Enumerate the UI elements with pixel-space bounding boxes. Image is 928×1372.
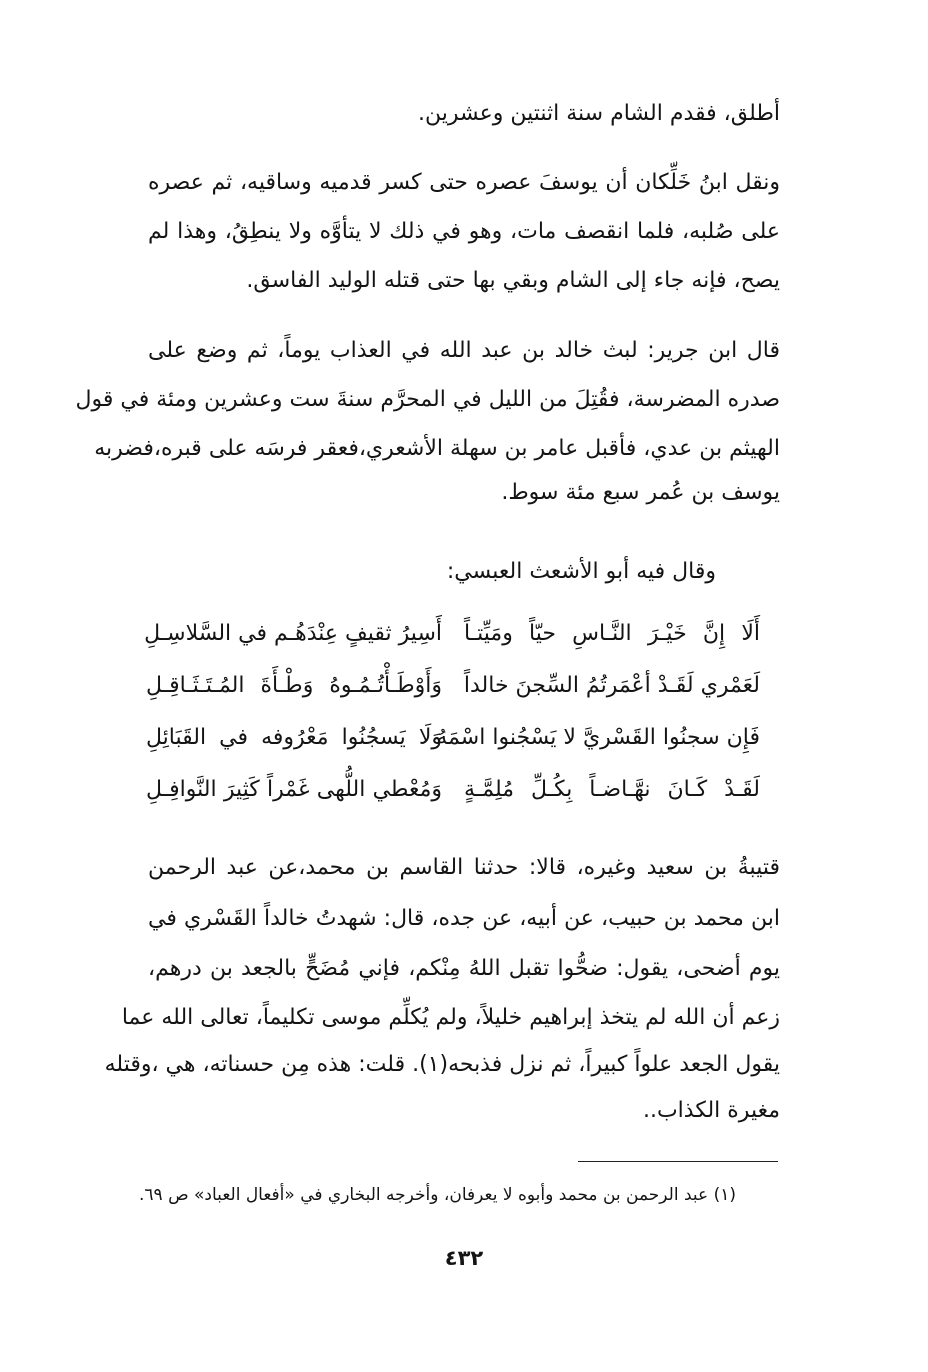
footnote: (١) عبد الرحمن بن محمد وأبوه لا يعرفان، وأخرجه البخاري في «أفعال العباد» ص ٦٩. (139, 1185, 736, 1205)
verse-first-hemistich: لَقَـدْ كَـانَ نهَّـاضـاً بِكُـلِّ مُلِمَّـةٍ (464, 777, 760, 802)
paragraph-line: يصح، فإنه جاء إلى الشام وبقي بها حتى قتله الوليد الفاسق. (246, 268, 780, 293)
paragraph-line: مغيرة الكذاب.. (642, 1098, 780, 1123)
paragraph-line: قتيبةُ بن سعيد وغيره، قالا: حدثنا القاسم بن محمد،عن عبد الرحمن (148, 855, 780, 880)
paragraph-line: صدره المضرسة، فقُتِلَ من الليل في المحرَّم سنةَ ست وعشرين ومئة في قول (75, 387, 780, 412)
page-number: ٤٣٢ (444, 1246, 484, 1270)
verse-first-hemistich: فَإِن سجنُوا القَسْريَّ لا يَسْجُنوا اسْمَهُ (436, 725, 760, 750)
paragraph-line: على صُلبه، فلما انقصف مات، وهو في ذلك لا يتأوَّه ولا ينطِقُ، وهذا لم (148, 219, 780, 244)
paragraph-line: أطلق، فقدم الشام سنة اثنتين وعشرين. (417, 101, 780, 126)
paragraph-line: ابن محمد بن حبيب، عن أبيه، عن جده، قال: شهدتُ خالداً القَسْري في (148, 906, 780, 931)
verse-second-hemistich: وَلَا يَسجُنُوا مَعْرُوفه في القَبَائِلِ (146, 725, 442, 750)
verse-second-hemistich: أَسِيرُ ثقيفٍ عِنْدَهُـم في السَّلاسِـلِ (144, 621, 442, 646)
verse-first-hemistich: أَلَا إِنَّ خَيْـرَ النَّـاسِ حيّاً ومَيِّتـاً (464, 621, 760, 646)
verse-second-hemistich: وَأَوْطَـأْتُـمُـوهُ وَطْـأَةَ المُـتَـثَـاقِـلِ (146, 673, 442, 698)
paragraph-line: الهيثم بن عدي، فأقبل عامر بن سهلة الأشعري،فعقر فرسَه على قبره،فضربه (94, 436, 780, 461)
verse-first-hemistich: لَعَمْري لَقَـدْ أعْمَرتُمُ السِّجنَ خالداً (463, 673, 760, 698)
paragraph-line: زعم أن الله لم يتخذ إبراهيم خليلاً، ولم يُكلِّم موسى تكليماً، تعالى الله عما (121, 1005, 780, 1030)
paragraph-line: يقول الجعد علواً كبيراً، ثم نزل فذبحه(١). قلت: هذه مِن حسناته، هي ،وقتله (104, 1052, 780, 1077)
paragraph-line: يوم أضحى، يقول: ضحُّوا تقبل اللهُ مِنْكم، فإني مُضَحٍّ بالجعد بن درهم، (148, 956, 780, 981)
paragraph-line: قال ابن جرير: لبث خالد بن عبد الله في العذاب يوماً، ثم وضع على (148, 338, 780, 363)
poem-intro: وقال فيه أبو الأشعث العبسي: (446, 559, 716, 584)
verse-second-hemistich: وَمُعْطي اللُّهى غَمْراً كَثِيرَ النَّوافِـلِ (146, 777, 442, 802)
paragraph-line: ونقل ابنُ خَلِّكان أن يوسفَ عصره حتى كسر قدميه وساقيه، ثم عصره (148, 170, 780, 195)
footnote-separator (578, 1161, 778, 1162)
paragraph-line: يوسف بن عُمر سبع مئة سوط. (501, 480, 780, 505)
